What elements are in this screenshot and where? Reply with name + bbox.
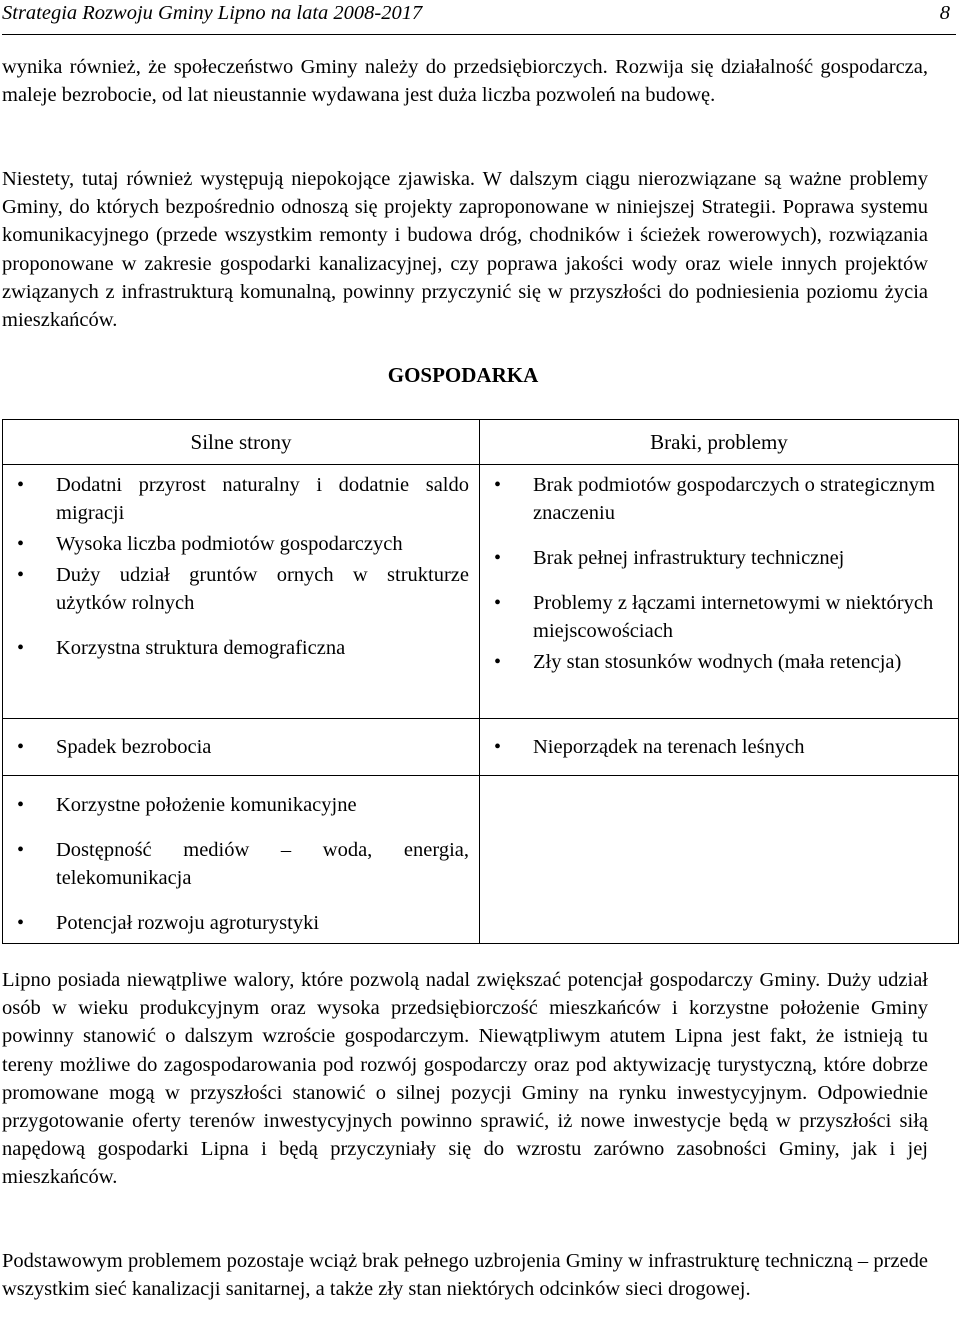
bullet-icon: • [494,651,502,673]
list-item: • Brak podmiotów gospodarczych o strategicznym znaczeniu [480,471,958,527]
header-title: Strategia Rozwoju Gminy Lipno na lata 2008-2017 [2,2,423,24]
page-number: 8 [939,2,950,24]
bullet-icon: • [494,736,502,758]
swot-table [2,419,959,944]
weaknesses-cell-empty [480,776,959,944]
bullet-icon: • [17,912,25,934]
bullet-icon: • [17,637,25,659]
list-item: • Dodatni przyrost naturalny i dodatnie saldo migracji [3,471,479,527]
strengths-cell [3,719,480,776]
bullet-icon: • [17,736,25,758]
strengths-list [3,471,479,662]
paragraph-problems: Niestety, tutaj również występują niepokojące zjawiska. W dalszym ciągu nierozwiązane są ważne problemy Gminy, do których bezpośrednio odnoszą się projekty zaproponowane w niniejszej Strategii. Poprawa systemu komunikacyjnego (przede wszystkim remonty i budowa dróg, chodników i ścieżek rowerowych), rozwiązania proponowane w zakresie gospodarki kanalizacyjnej, czy poprawa jakości wody oraz wiele innych projektów związanych z infrastrukturą komunalną, powinny przyczynić się w przyszłości do podniesienia poziomu życia mieszkańców. [2,168,928,332]
weaknesses-header: Braki, problemy [480,420,959,465]
paragraph-potential: Lipno posiada niewątpliwe walory, które pozwolą nadal zwiększać potencjał gospodarczy Gminy. Duży udział osób w wieku produkcyjnym oraz wysoka przedsiębiorczość mieszkańców i korzystne położenie Gminy powinny stanowić o dalszym wzroście gospodarczym. Niewątpliwym atutem Lipna jest fakt, że istnieją tu tereny możliwe do zagospodarowania pod rozwój gospodarczy oraz pod aktywizację turystyczną, które dobrze promowane mogą w przyszłości stanowić o silnej pozycji Gminy na rynku inwestycyjnym. Odpowiednie przygotowanie oferty terenów inwestycyjnych powinno sprawić, iż nowe inwestycje będą w przyszłości siłą napędową gospodarki Lipna i będą przyczyniały się do wzrostu zarówno zasobności Gminy, jak i jej mieszkańców. [2,969,928,1189]
list-item: • Zły stan stosunków wodnych (mała retencja) [480,648,958,676]
list-item: • Dostępność mediów – woda, energia, telekomunikacja [3,836,479,892]
bullet-icon: • [17,839,25,861]
section-title: GOSPODARKA [387,363,539,387]
weaknesses-cell [480,465,959,719]
strengths-header: Silne strony [3,420,480,465]
list-item: • Spadek bezrobocia [3,733,479,761]
strengths-list [3,791,479,937]
list-item: • Wysoka liczba podmiotów gospodarczych [3,530,479,558]
weaknesses-cell [480,719,959,776]
paragraph-basic-problem: Podstawowym problemem pozostaje wciąż brak pełnego uzbrojenia Gminy w infrastrukturę techniczną – przede wszystkim sieć kanalizacji sanitarnej, a także zły stan niektórych odcinków sieci drogowej. [2,1250,928,1301]
strengths-cell [3,465,480,719]
list-item: • Problemy z łączami internetowymi w niektórych miejscowościach [480,589,958,645]
bullet-icon: • [17,533,25,555]
list-item: • Duży udział gruntów ornych w strukturze użytków rolnych [3,561,479,617]
weaknesses-list [480,471,958,676]
bullet-icon: • [17,564,25,586]
list-item: • Korzystne położenie komunikacyjne [3,791,479,819]
bullet-icon: • [17,794,25,816]
list-item: • Nieporządek na terenach leśnych [480,733,958,761]
bullet-icon: • [494,474,502,496]
bullet-icon: • [17,474,25,496]
paragraph-intro: wynika również, że społeczeństwo Gminy należy do przedsiębiorczych. Rozwija się działalność gospodarcza, maleje bezrobocie, od lat nieustannie wydawana jest duża liczba pozwoleń na budowę. [2,56,928,107]
strengths-cell [3,776,480,944]
list-item: • Korzystna struktura demograficzna [3,634,479,662]
list-item: • Brak pełnej infrastruktury technicznej [480,544,958,572]
weaknesses-list [480,733,958,761]
strengths-list [3,733,479,761]
list-item: • Potencjał rozwoju agroturystyki [3,909,479,937]
bullet-icon: • [494,547,502,569]
bullet-icon: • [494,592,502,614]
page-header [2,0,956,35]
